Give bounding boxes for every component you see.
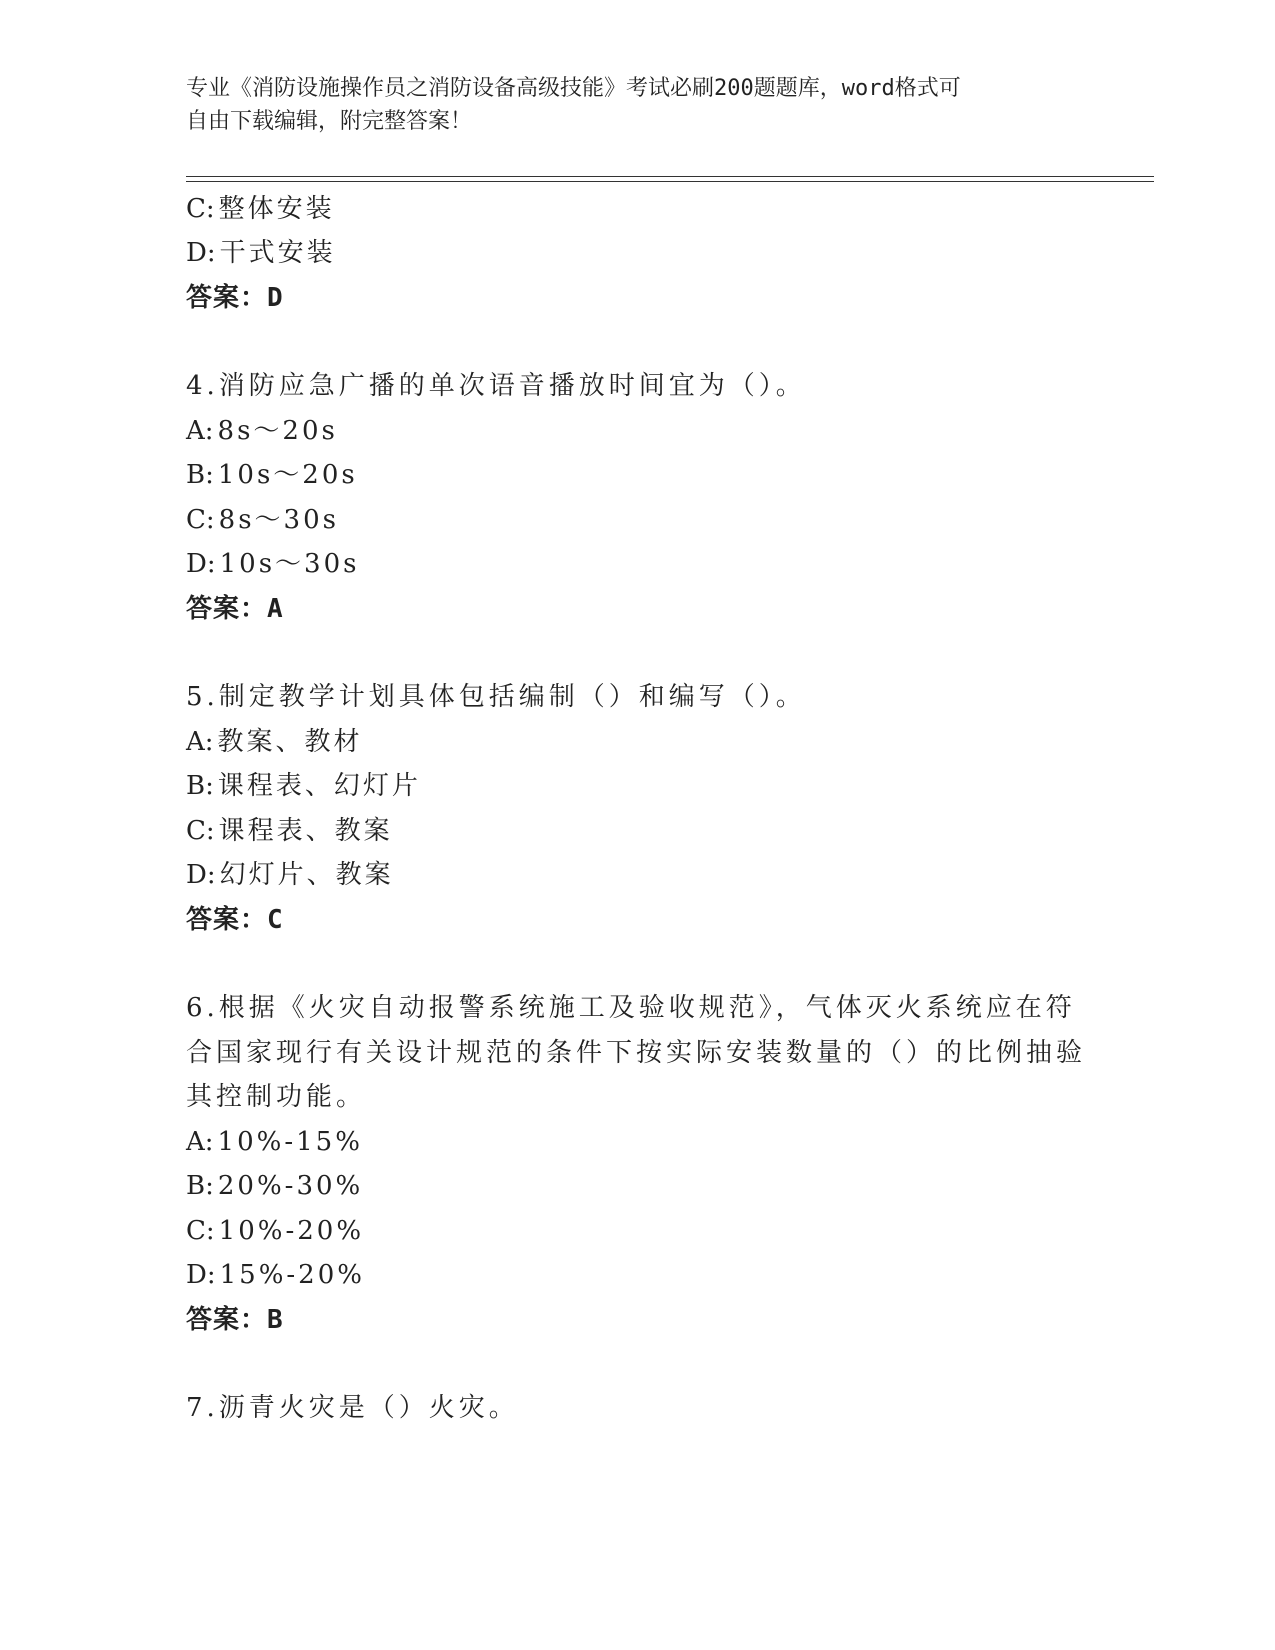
option-letter: B: [186,460,214,490]
q4-option-c [186,504,339,536]
q5-answer: 答案：C [186,905,284,935]
q3-option-c [186,193,335,225]
option-text: 10%-20% [218,1216,365,1246]
q6-option-c [186,1215,364,1247]
q4-option-d [186,548,359,580]
q4-option-b [186,459,358,491]
option-text: 整体安装 [218,194,335,224]
option-text: 15%-20% [219,1260,365,1290]
option-letter: D: [186,238,216,268]
q3-answer: 答案：D [186,283,284,313]
q5-stem: 5.制定教学计划具体包括编制（）和编写（）。 [186,682,806,712]
option-text: 10s～20s [217,460,358,490]
header-rule-bottom [186,181,1154,182]
option-text: 干式安装 [219,238,336,268]
q5-option-a [186,726,363,758]
option-letter: C: [186,1216,215,1246]
q5-option-b [186,770,421,802]
q4-option-a [186,415,338,447]
q7-stem: 7.沥青火灾是（）火灾。 [186,1393,519,1423]
option-letter: B: [186,771,214,801]
option-text: 8s～30s [218,505,339,535]
q6-answer: 答案：B [186,1305,284,1335]
option-letter: C: [186,505,215,535]
option-text: 课程表、幻灯片 [217,771,421,801]
q6-stem-line-1: 6.根据《火灾自动报警系统施工及验收规范》，气体灭火系统应在符 [186,993,1076,1023]
option-text: 幻灯片、教案 [219,860,394,890]
document-header [186,72,1066,138]
q6-stem-line-2: 合国家现行有关设计规范的条件下按实际安装数量的（）的比例抽验 [186,1038,1087,1068]
option-letter: C: [186,194,215,224]
q4-stem: 4.消防应急广播的单次语音播放时间宜为（）。 [186,371,806,401]
q6-option-b [186,1170,363,1202]
option-letter: D: [186,1260,216,1290]
option-letter: D: [186,860,216,890]
q5-option-c [186,815,393,847]
option-text: 20%-30% [217,1171,364,1201]
option-text: 10s～30s [219,549,360,579]
option-letter: D: [186,549,216,579]
option-text: 教案、教材 [217,727,363,757]
option-letter: C: [186,816,215,846]
q6-option-d [186,1259,365,1291]
option-letter: A: [186,416,214,446]
option-text: 8s～20s [217,416,338,446]
option-text: 10%-15% [217,1127,363,1157]
option-letter: A: [186,1127,214,1157]
q5-option-d [186,859,394,891]
header-line-1: 专业《消防设施操作员之消防设备高级技能》考试必刷200题题库，word格式可 [186,76,961,101]
header-rule-top [186,176,1154,177]
option-text: 课程表、教案 [218,816,393,846]
q6-stem-line-3: 其控制功能。 [186,1082,367,1112]
q4-answer: 答案：A [186,594,284,624]
option-letter: A: [186,727,214,757]
header-line-2: 自由下载编辑，附完整答案！ [186,109,473,134]
option-letter: B: [186,1171,214,1201]
q3-option-d [186,237,336,269]
q6-option-a [186,1126,363,1158]
